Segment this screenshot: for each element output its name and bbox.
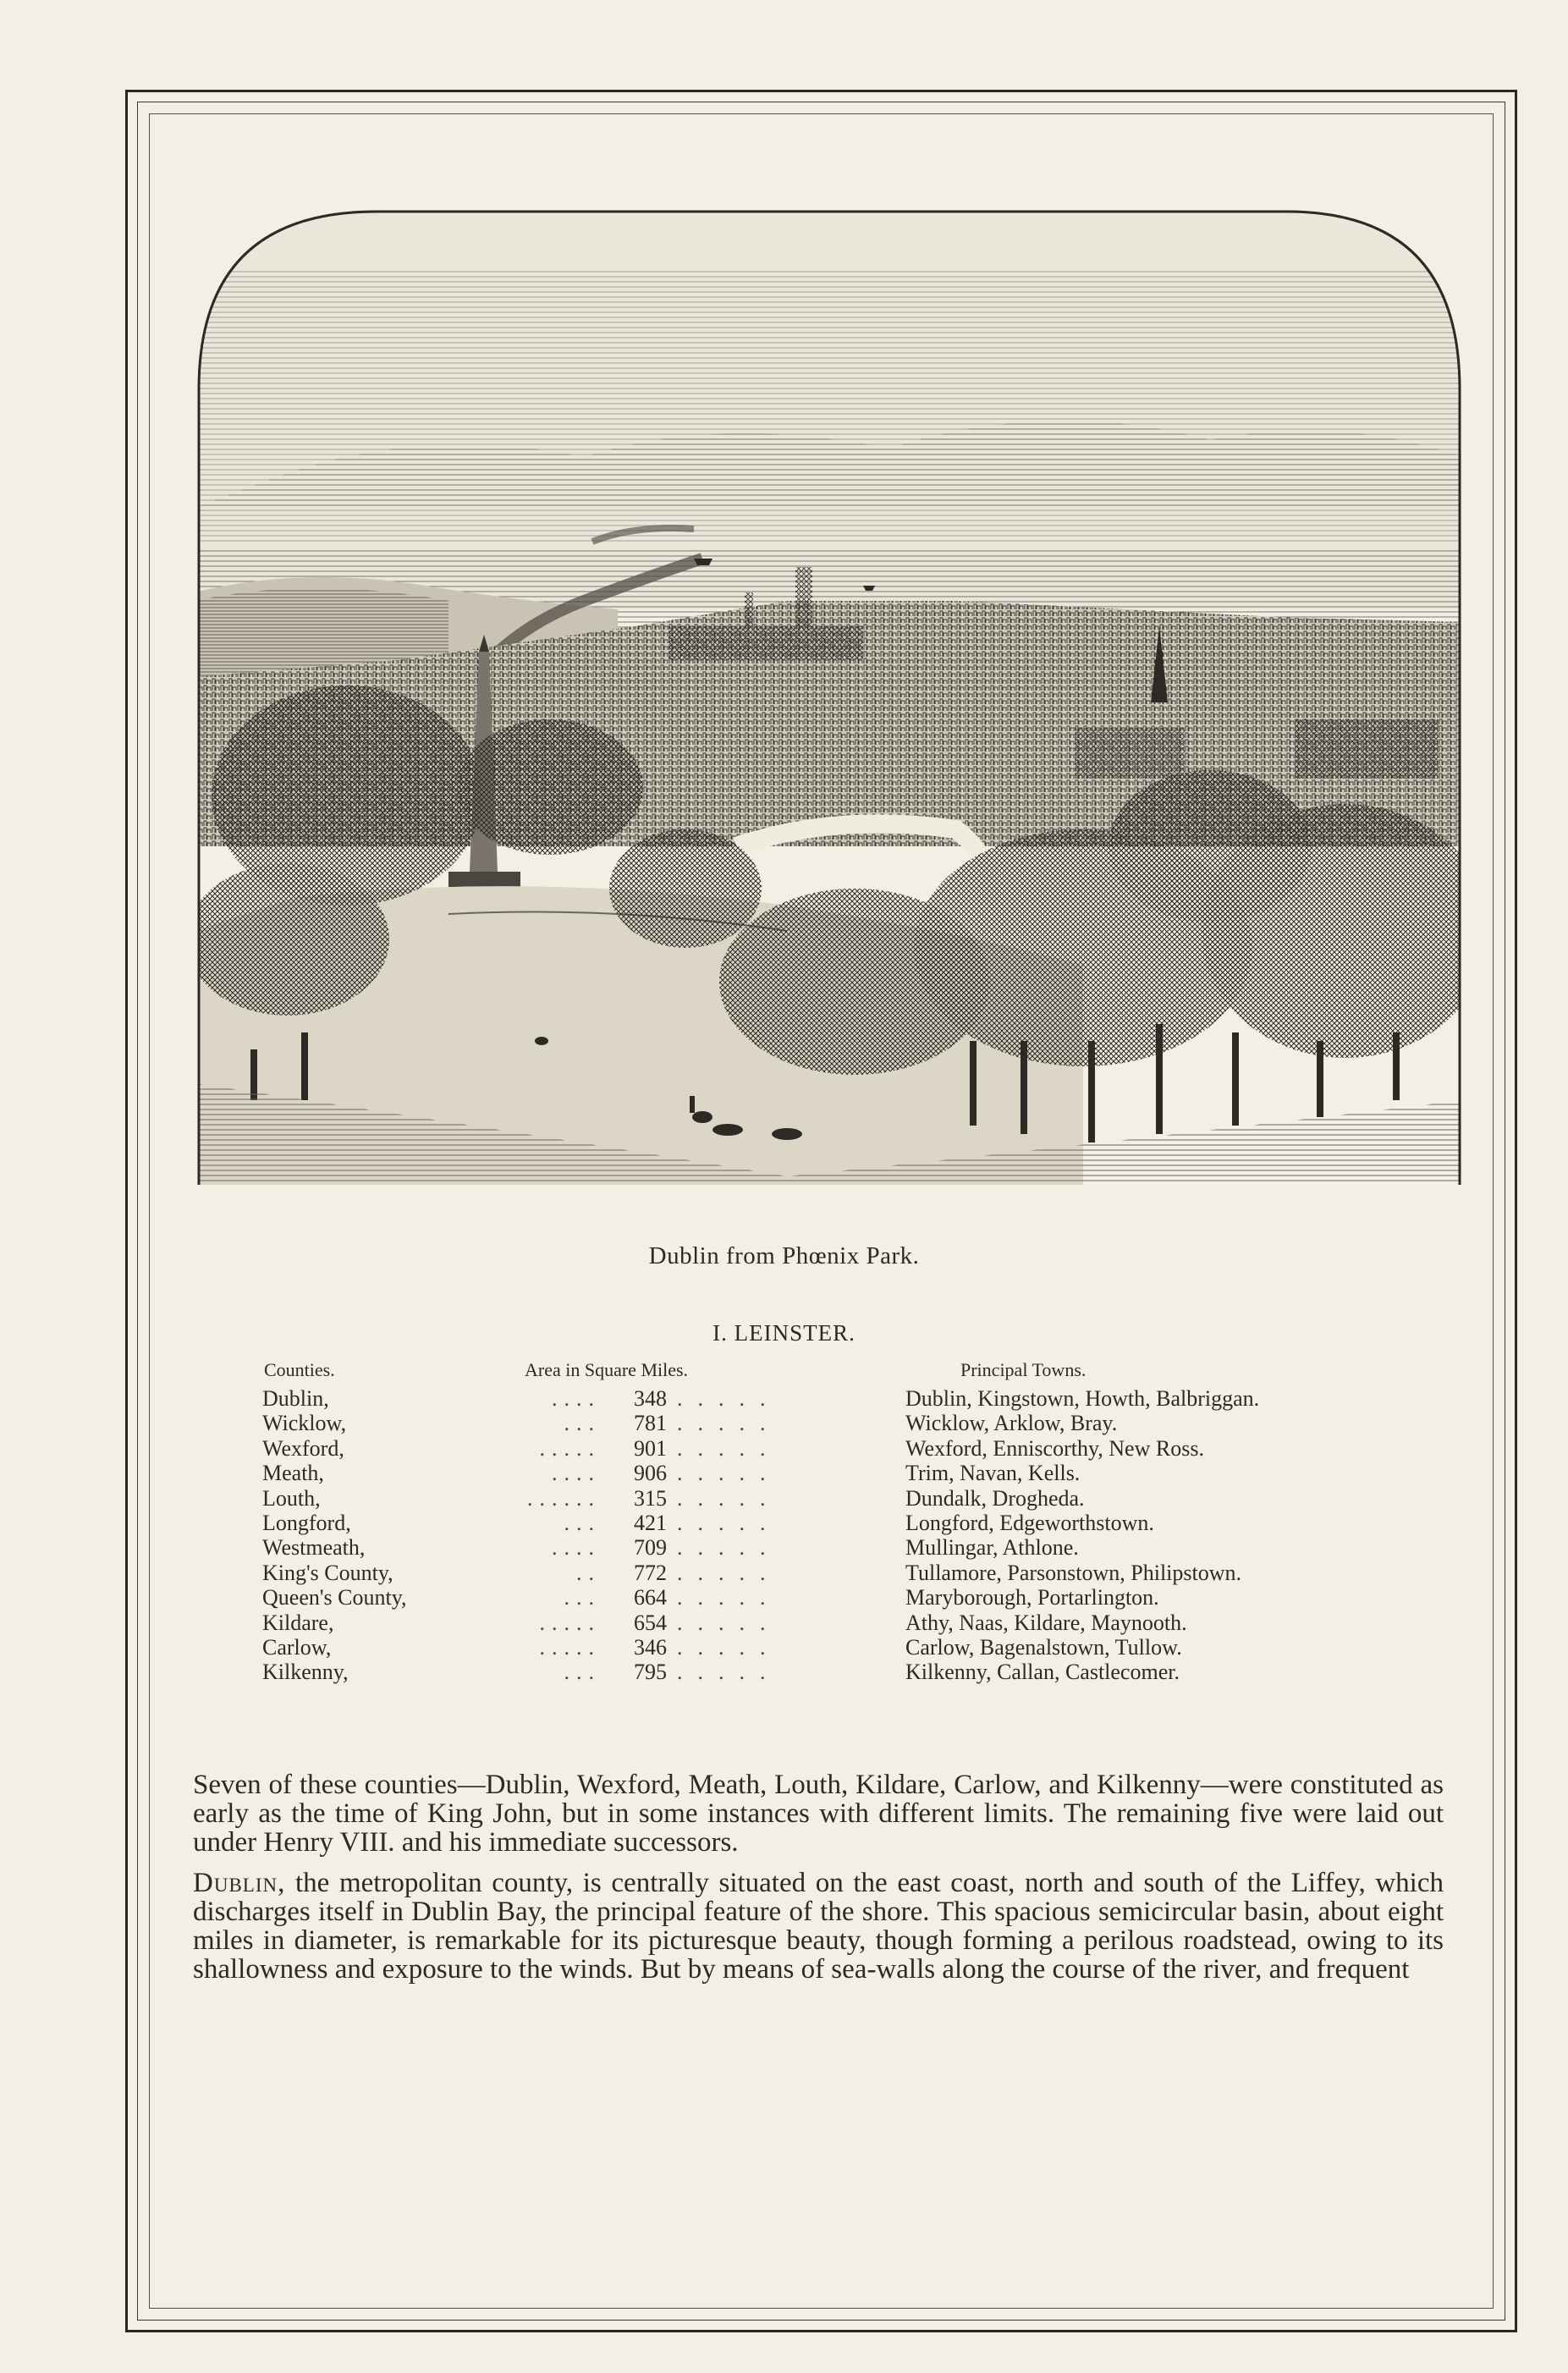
county-towns: Mullingar, Athlone. <box>905 1535 1079 1561</box>
header-counties: Counties. <box>264 1359 335 1380</box>
county-area: 654 <box>634 1610 667 1635</box>
county-name: Wexford, <box>262 1435 344 1461</box>
county-towns: Athy, Naas, Kildare, Maynooth. <box>905 1610 1187 1635</box>
county-towns: Wexford, Enniscorthy, New Ross. <box>905 1435 1204 1461</box>
leader-dots: ..... <box>539 1634 601 1660</box>
leader-dots: .. <box>576 1560 601 1585</box>
body-text <box>193 1770 1444 1996</box>
county-area: 315 <box>634 1485 667 1511</box>
county-towns: Maryborough, Portarlington. <box>905 1585 1159 1610</box>
leader-dots: ... <box>564 1660 601 1685</box>
illustration-caption: Dublin from Phœnix Park. <box>648 1242 920 1269</box>
leader-dots: ..... <box>677 1585 781 1610</box>
table-row <box>262 1610 1388 1635</box>
leader-dots: ..... <box>677 1535 781 1561</box>
table-row <box>262 1585 1388 1610</box>
county-name: Dublin, <box>262 1386 329 1411</box>
county-area: 421 <box>634 1510 667 1535</box>
leader-dots: ... <box>564 1510 601 1535</box>
table-row <box>262 1660 1388 1684</box>
leader-dots: ..... <box>677 1435 781 1461</box>
county-area: 348 <box>634 1386 667 1411</box>
table-row <box>262 1511 1388 1535</box>
paragraph-lead: Dublin, <box>193 1868 286 1898</box>
paragraph-counties: Seven of these counties—Dublin, Wexford, Meath, Louth, Kildare, Carlow, and Kilkenny—were constituted as early as the time of King John, but in some instances with different limits. The remaining five were laid out under Henry VIII. and his immediate successors. <box>193 1770 1444 1858</box>
leader-dots: ... <box>564 1411 601 1436</box>
county-area: 906 <box>634 1461 667 1486</box>
county-table <box>262 1386 1388 1685</box>
leader-dots: .... <box>552 1386 601 1411</box>
county-name: Meath, <box>262 1461 324 1486</box>
paragraph-body: the metropolitan county, is centrally situated on the east coast, north and south of the Liffey, which discharges itself in Dublin Bay, the principal feature of the shore. This spacious semicircular basin, about eight miles in diameter, is remarkable for its picturesque beauty, though forming a perilous roadstead, owing to its shallowness and exposure to the winds. But by means of sea-walls along the course of the river, and frequent <box>193 1868 1444 1985</box>
county-area: 901 <box>634 1435 667 1461</box>
county-towns: Wicklow, Arklow, Bray. <box>905 1411 1118 1436</box>
table-row <box>262 1486 1388 1511</box>
county-towns: Dundalk, Drogheda. <box>905 1485 1085 1511</box>
leader-dots: .... <box>552 1535 601 1561</box>
table-row <box>262 1561 1388 1585</box>
table-row <box>262 1535 1388 1560</box>
header-area: Area in Square Miles. <box>525 1359 689 1380</box>
table-row <box>262 1386 1388 1411</box>
county-name: Louth, <box>262 1485 321 1511</box>
leader-dots: ..... <box>677 1610 781 1635</box>
county-towns: Dublin, Kingstown, Howth, Balbriggan. <box>905 1386 1260 1411</box>
leader-dots: .... <box>552 1461 601 1486</box>
section-title: I. LEINSTER. <box>712 1320 856 1346</box>
county-towns: Kilkenny, Callan, Castlecomer. <box>905 1660 1180 1685</box>
county-towns: Trim, Navan, Kells. <box>905 1461 1081 1486</box>
table-row <box>262 1461 1388 1485</box>
county-area: 709 <box>634 1535 667 1561</box>
county-area: 772 <box>634 1560 667 1585</box>
leader-dots: ..... <box>677 1660 781 1685</box>
leader-dots: ..... <box>677 1386 781 1411</box>
county-name: Longford, <box>262 1510 351 1535</box>
county-name: Wicklow, <box>262 1411 347 1436</box>
leader-dots: ..... <box>539 1435 601 1461</box>
county-name: Queen's County, <box>262 1585 407 1610</box>
county-name: Westmeath, <box>262 1535 366 1561</box>
county-name: Kildare, <box>262 1610 334 1635</box>
leader-dots: ..... <box>677 1461 781 1486</box>
table-row <box>262 1436 1388 1461</box>
county-name: Carlow, <box>262 1634 332 1660</box>
leader-dots: ..... <box>677 1510 781 1535</box>
leader-dots: ..... <box>677 1411 781 1436</box>
leader-dots: ..... <box>539 1610 601 1635</box>
county-area: 795 <box>634 1660 667 1685</box>
leader-dots: ... <box>564 1585 601 1610</box>
leader-dots: ..... <box>677 1485 781 1511</box>
county-area: 664 <box>634 1585 667 1610</box>
header-towns: Principal Towns. <box>960 1359 1087 1380</box>
table-row <box>262 1635 1388 1660</box>
county-towns: Longford, Edgeworthstown. <box>905 1510 1154 1535</box>
leader-dots: ..... <box>677 1560 781 1585</box>
county-name: Kilkenny, <box>262 1660 349 1685</box>
leader-dots: ..... <box>677 1634 781 1660</box>
county-area: 346 <box>634 1634 667 1660</box>
table-row <box>262 1411 1388 1435</box>
leader-dots: ...... <box>527 1485 601 1511</box>
county-towns: Carlow, Bagenalstown, Tullow. <box>905 1634 1182 1660</box>
paragraph-dublin <box>193 1869 1444 1984</box>
county-name: King's County, <box>262 1560 393 1585</box>
county-area: 781 <box>634 1411 667 1436</box>
engraving-illustration <box>195 203 1464 1210</box>
county-towns: Tullamore, Parsonstown, Philipstown. <box>905 1560 1242 1585</box>
